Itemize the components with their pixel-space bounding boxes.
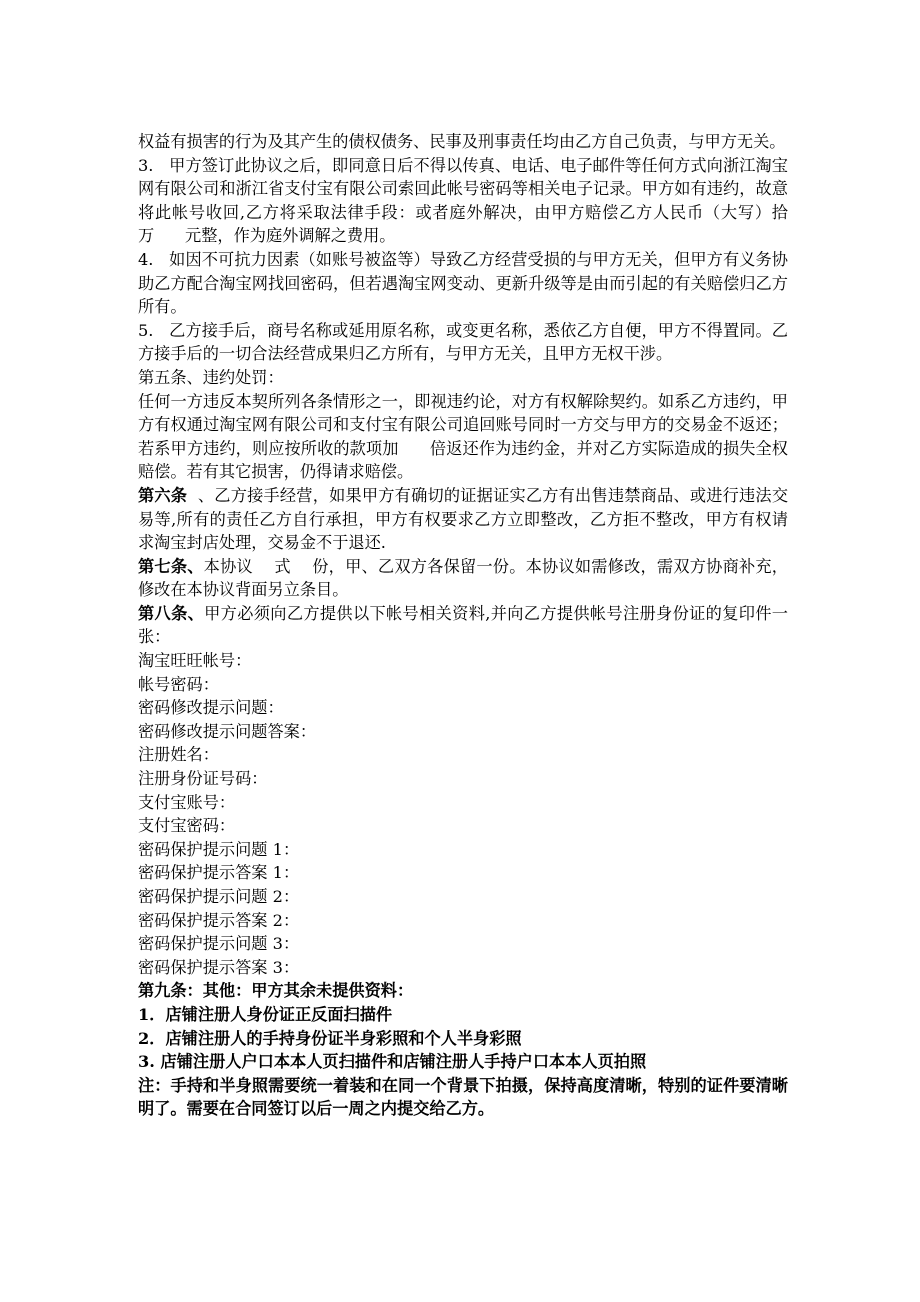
paragraph <box>138 555 788 602</box>
paragraph <box>138 838 788 862</box>
paragraph-bold-text: 第七条、 <box>138 556 204 576</box>
paragraph-text: 注册姓名： <box>138 745 219 765</box>
paragraph <box>138 696 788 720</box>
paragraph-bold-text: 第八条、 <box>138 603 205 623</box>
paragraph-text: 第五条、违约处罚： <box>138 367 284 387</box>
paragraph-text: 密码保护提示问题 3： <box>138 934 300 954</box>
paragraph-text: 密码保护提示答案 1： <box>138 863 300 883</box>
paragraph-text: 密码修改提示问题答案： <box>138 721 317 741</box>
paragraph <box>138 366 788 390</box>
paragraph-text: 任何一方违反本契所列各条情形之一，即视违约论，对方有权解除契约。如系乙方违约，甲方有权通过淘宝网有限公司和支付宝有限公司追回账号同时一方交与甲方的交易金不返还；若系甲方违约，则应按所收的款项加 倍返还作为违约金，并对乙方实际造成的损失全权赔偿。若有其它损害，仍得请求赔偿。 <box>138 391 788 482</box>
paragraph <box>138 602 788 649</box>
paragraph-text: 淘宝旺旺帐号： <box>138 651 252 671</box>
paragraph-text: 5. 乙方接手后，商号名称或延用原名称，或变更名称，悉依乙方自便，甲方不得置同。乙方接手后的一切合法经营成果归乙方所有，与甲方无关，且甲方无权干涉。 <box>138 320 788 364</box>
paragraph <box>138 673 788 697</box>
paragraph <box>138 248 788 319</box>
paragraph <box>138 814 788 838</box>
paragraph <box>138 743 788 767</box>
paragraph <box>138 649 788 673</box>
paragraph <box>138 484 788 555</box>
paragraph-bold-text: 第九条：其他：甲方其余未提供资料： <box>138 981 414 1001</box>
paragraph <box>138 1074 788 1121</box>
paragraph <box>138 154 788 248</box>
paragraph-bold-text: 注：手持和半身照需要统一着装和在同一个背景下拍摄，保持高度清晰，特别的证件要清晰明了。需要在合同签订以后一周之内提交给乙方。 <box>138 1075 788 1119</box>
paragraph <box>138 390 788 484</box>
paragraph-text: 密码保护提示问题 2： <box>138 887 300 906</box>
paragraph-text: 3. 甲方签订此协议之后，即同意日后不得以传真、电话、电子邮件等任何方式向浙江淘宝网有限公司和浙江省支付宝有限公司索回此帐号密码等相关电子记录。甲方如有违约，故意将此帐号收回,乙方将采取法律手段：或者庭外解决，由甲方赔偿乙方人民币（大写）拾万 元整，作为庭外调解之费用。 <box>138 155 788 246</box>
paragraph-text: 本协议 式 份，甲、乙双方各保留一份。本协议如需修改，需双方协商补充，修改在本协议背面另立条目。 <box>138 556 788 600</box>
paragraph <box>138 956 788 980</box>
paragraph-text: 密码保护提示问题 1： <box>138 839 300 859</box>
paragraph-text: 帐号密码： <box>138 674 219 694</box>
paragraph-text: 支付宝密码： <box>138 816 236 836</box>
paragraph <box>138 861 788 885</box>
document-body <box>138 130 788 1121</box>
paragraph <box>138 909 788 933</box>
paragraph-text: 权益有损害的行为及其产生的债权债务、民事及刑事责任均由乙方自己负责，与甲方无关。 <box>138 132 786 151</box>
paragraph-text: 4. 如因不可抗力因素（如账号被盗等）导致乙方经营受损的与甲方无关，但甲方有义务协助乙方配合淘宝网找回密码，但若遇淘宝网变动、更新升级等是由而引起的有关赔偿归乙方所有。 <box>138 249 788 317</box>
paragraph <box>138 720 788 744</box>
paragraph-bold-text: 3. 店铺注册人户口本本人页扫描件和店铺注册人手持户口本本人页拍照 <box>138 1052 647 1072</box>
paragraph <box>138 791 788 815</box>
paragraph-bold-text: 1．店铺注册人身份证正反面扫描件 <box>138 1004 393 1024</box>
paragraph <box>138 1003 788 1027</box>
paragraph-text: 密码修改提示问题： <box>138 698 284 718</box>
paragraph <box>138 130 788 154</box>
paragraph <box>138 319 788 366</box>
paragraph-text: 密码保护提示答案 2： <box>138 910 300 930</box>
paragraph-text: 密码保护提示答案 3： <box>138 957 300 977</box>
paragraph-bold-text: 2．店铺注册人的手持身份证半身彩照和个人半身彩照 <box>138 1028 522 1048</box>
paragraph <box>138 1050 788 1074</box>
paragraph <box>138 932 788 956</box>
paragraph <box>138 979 788 1003</box>
paragraph <box>138 885 788 909</box>
paragraph <box>138 1027 788 1051</box>
paragraph-text: 、乙方接手经营，如果甲方有确切的证据证实乙方有出售违禁商品、或进行违法交易等,所有的责任乙方自行承担，甲方有权要求乙方立即整改，乙方拒不整改，甲方有权请求淘宝封店处理，交易金不于退还. <box>138 485 789 553</box>
paragraph-text: 支付宝账号： <box>138 792 236 812</box>
paragraph-text: 注册身份证号码： <box>138 769 268 789</box>
paragraph <box>138 767 788 791</box>
paragraph-bold-text: 第六条 <box>138 485 188 505</box>
paragraph-text: 甲方必须向乙方提供以下帐号相关资料,并向乙方提供帐号注册身份证的复印件一张： <box>138 603 788 647</box>
